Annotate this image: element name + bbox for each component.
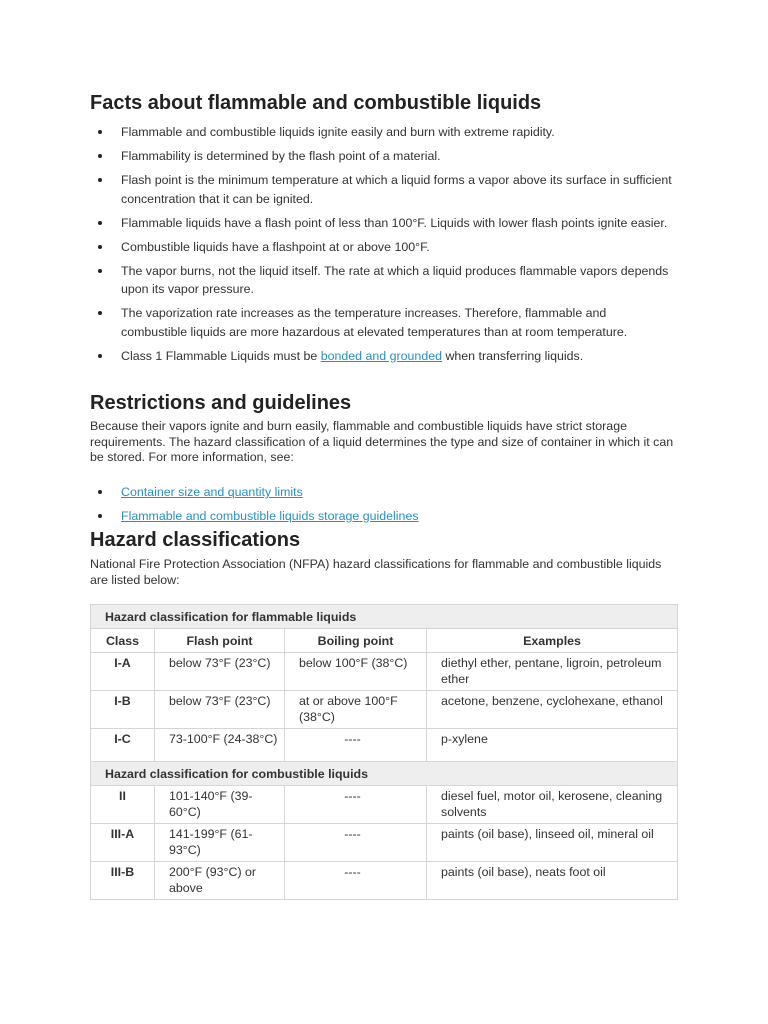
table-row (91, 862, 678, 900)
column-header: Flash point (155, 629, 285, 653)
table-caption-row (91, 762, 678, 786)
boiling-point-cell: ---- (285, 824, 427, 862)
class-cell: I-B (91, 691, 155, 729)
flash-point-cell: 141-199°F (61-93°C) (155, 824, 285, 862)
flash-point-cell: 101-140°F (39-60°C) (155, 786, 285, 824)
table-row (91, 653, 678, 691)
hazard-table (90, 604, 678, 900)
table-row (91, 691, 678, 729)
boiling-point-cell: ---- (285, 786, 427, 824)
resource-links-list (90, 483, 675, 530)
class-cell: II (91, 786, 155, 824)
flash-point-cell: below 73°F (23°C) (155, 691, 285, 729)
table-caption-row (91, 605, 678, 629)
list-item (90, 483, 675, 502)
list-item: Flammable liquids have a flash point of less than 100°F. Liquids with lower flash points ignite easier. (90, 214, 675, 233)
hazard-paragraph: National Fire Protection Association (NFPA) hazard classifications for flammable and combustible liquids are listed below: (90, 557, 662, 587)
table-row (91, 824, 678, 862)
examples-cell: paints (oil base), neats foot oil (427, 862, 678, 900)
list-item (90, 507, 675, 526)
restrictions-heading: Restrictions and guidelines (90, 392, 352, 414)
examples-cell: diesel fuel, motor oil, kerosene, cleaning solvents (427, 786, 678, 824)
container-limits-link[interactable]: Container size and quantity limits (121, 485, 303, 499)
class-cell: III-A (91, 824, 155, 862)
list-item: The vaporization rate increases as the temperature increases. Therefore, flammable and combustible liquids are more hazardous at elevated temperatures than at room temperature. (90, 304, 675, 341)
facts-heading: Facts about flammable and combustible liquids (90, 92, 542, 114)
class-cell: I-A (91, 653, 155, 691)
restrictions-paragraph: Because their vapors ignite and burn easily, flammable and combustible liquids have strict storage requirements. The hazard classification of a liquid determines the type and size of container in which it can be stored. For more information, see: (90, 419, 674, 464)
list-item: Flammability is determined by the flash point of a material. (90, 147, 675, 166)
list-item: The vapor burns, not the liquid itself. The rate at which a liquid produces flammable vapors depends upon its vapor pressure. (90, 262, 675, 299)
column-header: Boiling point (285, 629, 427, 653)
list-item-bonding (90, 347, 675, 366)
class-cell: I-C (91, 729, 155, 762)
hazard-heading: Hazard classifications (90, 529, 301, 551)
table-header-row (91, 629, 678, 653)
flammable-caption: Hazard classification for flammable liquids (91, 605, 678, 629)
column-header: Examples (427, 629, 678, 653)
class-cell: III-B (91, 862, 155, 900)
table-row (91, 786, 678, 824)
flash-point-cell: 73-100°F (24-38°C) (155, 729, 285, 762)
facts-list (90, 123, 675, 371)
examples-cell: paints (oil base), linseed oil, mineral oil (427, 824, 678, 862)
examples-cell: p-xylene (427, 729, 678, 762)
list-item: Combustible liquids have a flashpoint at or above 100°F. (90, 238, 675, 257)
boiling-point-cell: ---- (285, 729, 427, 762)
flash-point-cell: 200°F (93°C) or above (155, 862, 285, 900)
column-header: Class (91, 629, 155, 653)
bonding-text-before: Class 1 Flammable Liquids must be (121, 348, 321, 363)
list-item: Flash point is the minimum temperature at which a liquid forms a vapor above its surface in sufficient concentration that it can be ignited. (90, 171, 675, 208)
storage-guidelines-link[interactable]: Flammable and combustible liquids storage guidelines (121, 508, 419, 523)
boiling-point-cell: ---- (285, 862, 427, 900)
bonding-text-after: when transferring liquids. (442, 348, 584, 363)
list-item: Flammable and combustible liquids ignite easily and burn with extreme rapidity. (90, 123, 675, 142)
flash-point-cell: below 73°F (23°C) (155, 653, 285, 691)
boiling-point-cell: below 100°F (38°C) (285, 653, 427, 691)
examples-cell: acetone, benzene, cyclohexane, ethanol (427, 691, 678, 729)
combustible-caption: Hazard classification for combustible liquids (91, 762, 678, 786)
examples-cell: diethyl ether, pentane, ligroin, petroleum ether (427, 653, 678, 691)
bonded-grounded-link[interactable]: bonded and grounded (320, 348, 442, 363)
table-row (91, 729, 678, 762)
boiling-point-cell: at or above 100°F (38°C) (285, 691, 427, 729)
